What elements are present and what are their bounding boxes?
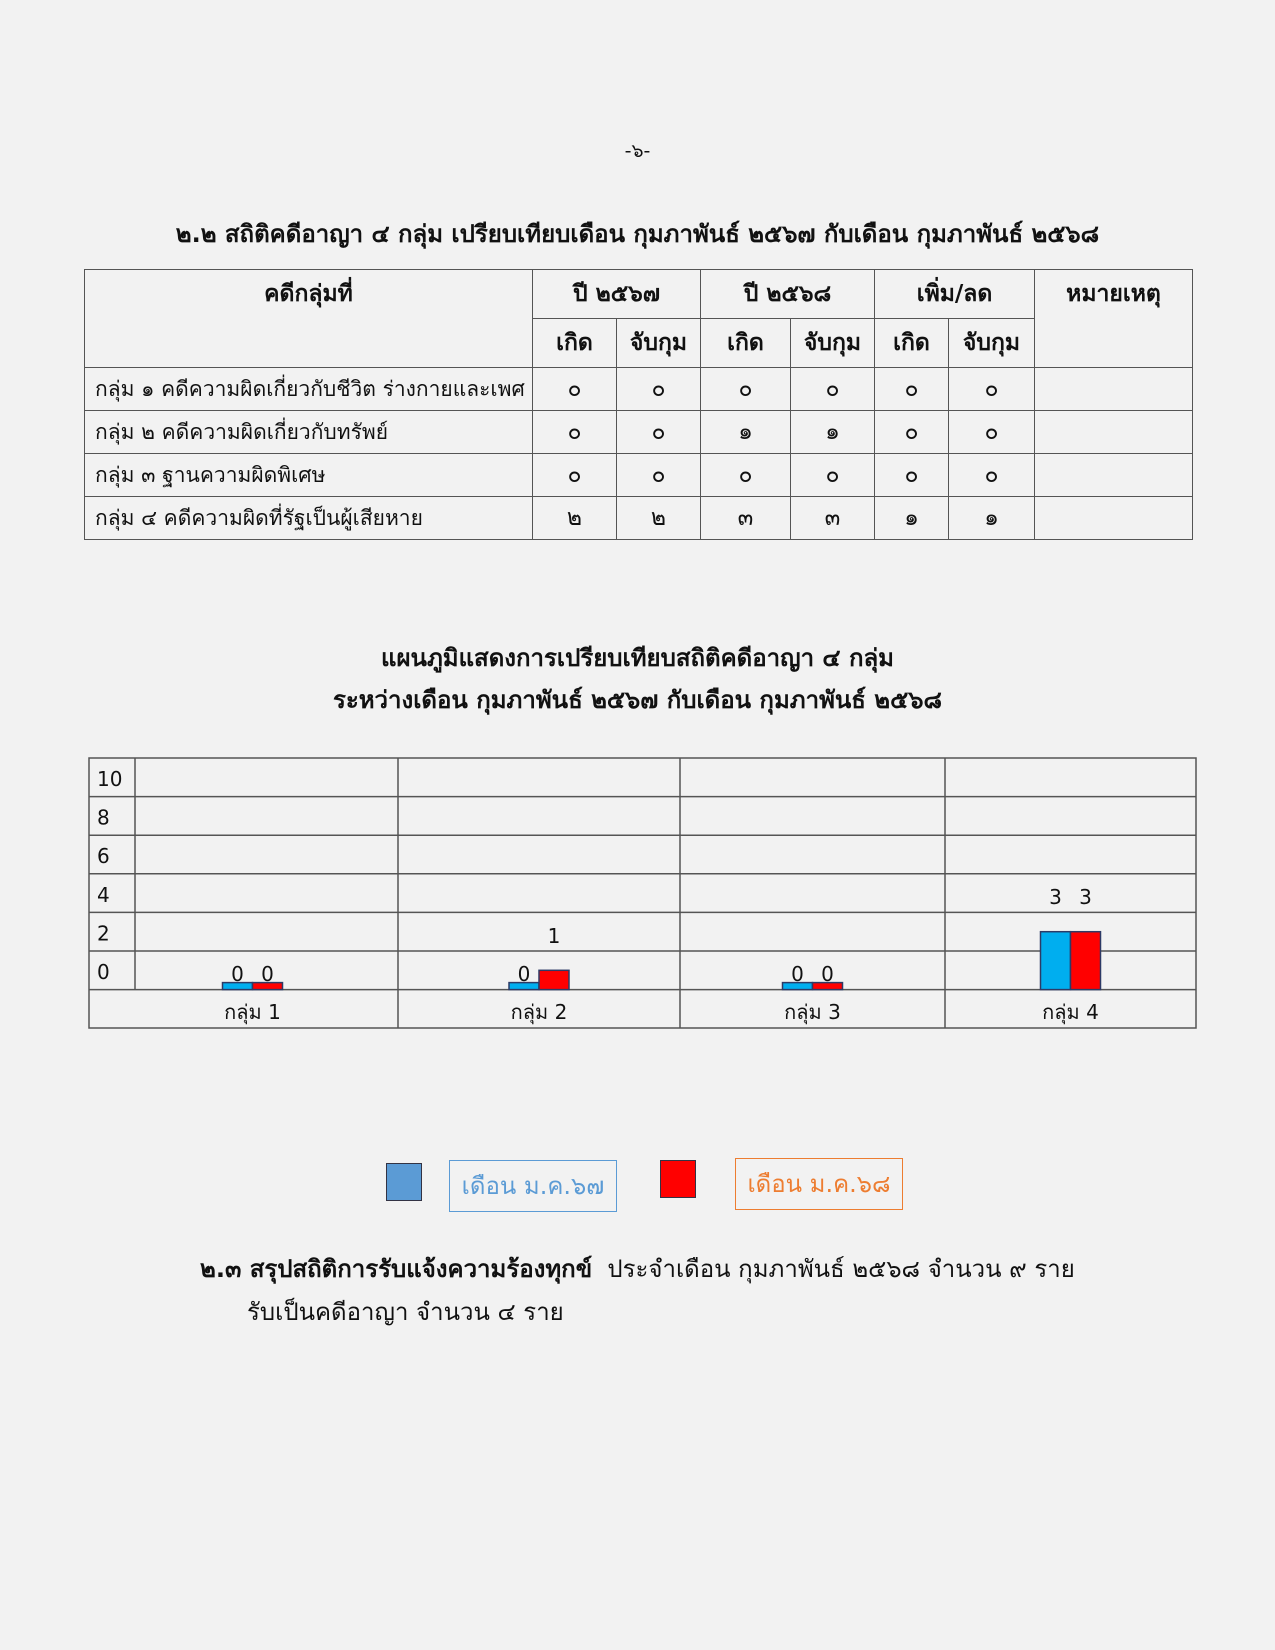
cell-value: ๐ xyxy=(533,454,617,497)
bar-series-blue xyxy=(1041,932,1071,990)
cell-value: ๑ xyxy=(701,411,791,454)
cell-value: ๐ xyxy=(791,368,875,411)
data-label: 0 xyxy=(231,962,244,986)
row-label: กลุ่ม ๔ คดีความผิดที่รัฐเป็นผู้เสียหาย xyxy=(85,497,533,540)
category-label: กลุ่ม 1 xyxy=(224,1000,281,1024)
cell-value: ๐ xyxy=(949,411,1035,454)
header-year-2568: ปี ๒๕๖๘ xyxy=(701,270,875,319)
row-label: กลุ่ม ๒ คดีความผิดเกี่ยวกับทรัพย์ xyxy=(85,411,533,454)
y-tick-label: 0 xyxy=(97,960,110,984)
data-label: 0 xyxy=(261,962,274,986)
row-label: กลุ่ม ๑ คดีความผิดเกี่ยวกับชีวิต ร่างกายและเพศ xyxy=(85,368,533,411)
cell-value: ๐ xyxy=(875,411,949,454)
cell-value: ๓ xyxy=(791,497,875,540)
subheader-occur: เกิด xyxy=(533,319,617,368)
cell-value: ๐ xyxy=(949,454,1035,497)
header-note: หมายเหตุ xyxy=(1035,270,1193,368)
data-label: 3 xyxy=(1079,885,1092,909)
summary-line2: รับเป็นคดีอาญา จำนวน ๔ ราย xyxy=(247,1298,564,1326)
data-label: 0 xyxy=(791,962,804,986)
page-number: -๖- xyxy=(624,140,651,162)
y-tick-label: 4 xyxy=(97,882,110,907)
cell-value: ๐ xyxy=(533,411,617,454)
legend-swatch-red xyxy=(660,1160,696,1198)
bar-series-red xyxy=(539,970,569,989)
chart-title-line2: ระหว่างเดือน กุมภาพันธ์ ๒๕๖๗ กับเดือน กุมภาพันธ์ ๒๕๖๘ xyxy=(332,686,943,714)
cell-value: ๐ xyxy=(701,454,791,497)
y-tick-label: 10 xyxy=(97,767,123,791)
data-label: 0 xyxy=(517,962,531,986)
cell-value: ๐ xyxy=(533,368,617,411)
cell-value: ๐ xyxy=(617,454,701,497)
subheader-arrest: จับกุม xyxy=(949,319,1035,368)
cell-value: ๓ xyxy=(701,497,791,540)
section-title: ๒.๒ สถิติคดีอาญา ๔ กลุ่ม เปรียบเทียบเดือน กุมภาพันธ์ ๒๕๖๗ กับเดือน กุมภาพันธ์ ๒๕๖๘ xyxy=(175,220,1100,248)
cell-value: ๐ xyxy=(617,411,701,454)
data-label: 3 xyxy=(1049,885,1062,909)
data-label: 1 xyxy=(547,924,561,948)
cell-value: ๐ xyxy=(949,368,1035,411)
header-difference: เพิ่ม/ลด xyxy=(875,270,1035,319)
legend-label-2: เดือน ม.ค.๖๘ xyxy=(735,1158,903,1210)
row-label: กลุ่ม ๓ ฐานความผิดพิเศษ xyxy=(85,454,533,497)
cell-value: ๑ xyxy=(949,497,1035,540)
summary-text: ประจำเดือน กุมภาพันธ์ ๒๕๖๘ จำนวน ๙ ราย xyxy=(607,1255,1075,1283)
data-label: 0 xyxy=(821,962,834,986)
cell-value: ๐ xyxy=(875,454,949,497)
subheader-arrest: จับกุม xyxy=(791,319,875,368)
category-label: กลุ่ม 2 xyxy=(510,1000,568,1024)
cell-value: ๐ xyxy=(617,368,701,411)
cell-value: ๐ xyxy=(875,368,949,411)
legend-swatch-blue xyxy=(386,1163,422,1201)
bar-series-red xyxy=(1071,932,1101,990)
summary-heading: ๒.๓ สรุปสถิติการรับแจ้งความร้องทุกข์ xyxy=(200,1255,593,1283)
cell-value: ๐ xyxy=(701,368,791,411)
y-tick-label: 2 xyxy=(97,921,110,946)
y-tick-label: 6 xyxy=(97,844,110,869)
category-label: กลุ่ม 3 xyxy=(784,1000,841,1024)
chart-title-line1: แผนภูมิแสดงการเปรียบเทียบสถิติคดีอาญา ๔ กลุ่ม xyxy=(381,644,894,672)
y-tick-label: 8 xyxy=(97,805,110,830)
subheader-occur: เกิด xyxy=(875,319,949,368)
cell-value: ๒ xyxy=(617,497,701,540)
cell-value: ๒ xyxy=(533,497,617,540)
legend-label-1: เดือน ม.ค.๖๗ xyxy=(449,1160,617,1212)
header-group: คดีกลุ่มที่ xyxy=(85,270,533,368)
summary-line1 xyxy=(200,1249,1075,1288)
category-label: กลุ่ม 4 xyxy=(1042,1000,1099,1024)
cell-value: ๑ xyxy=(791,411,875,454)
subheader-occur: เกิด xyxy=(701,319,791,368)
cell-value: ๑ xyxy=(875,497,949,540)
subheader-arrest: จับกุม xyxy=(617,319,701,368)
cell-value: ๐ xyxy=(791,454,875,497)
header-year-2567: ปี ๒๕๖๗ xyxy=(533,270,701,319)
